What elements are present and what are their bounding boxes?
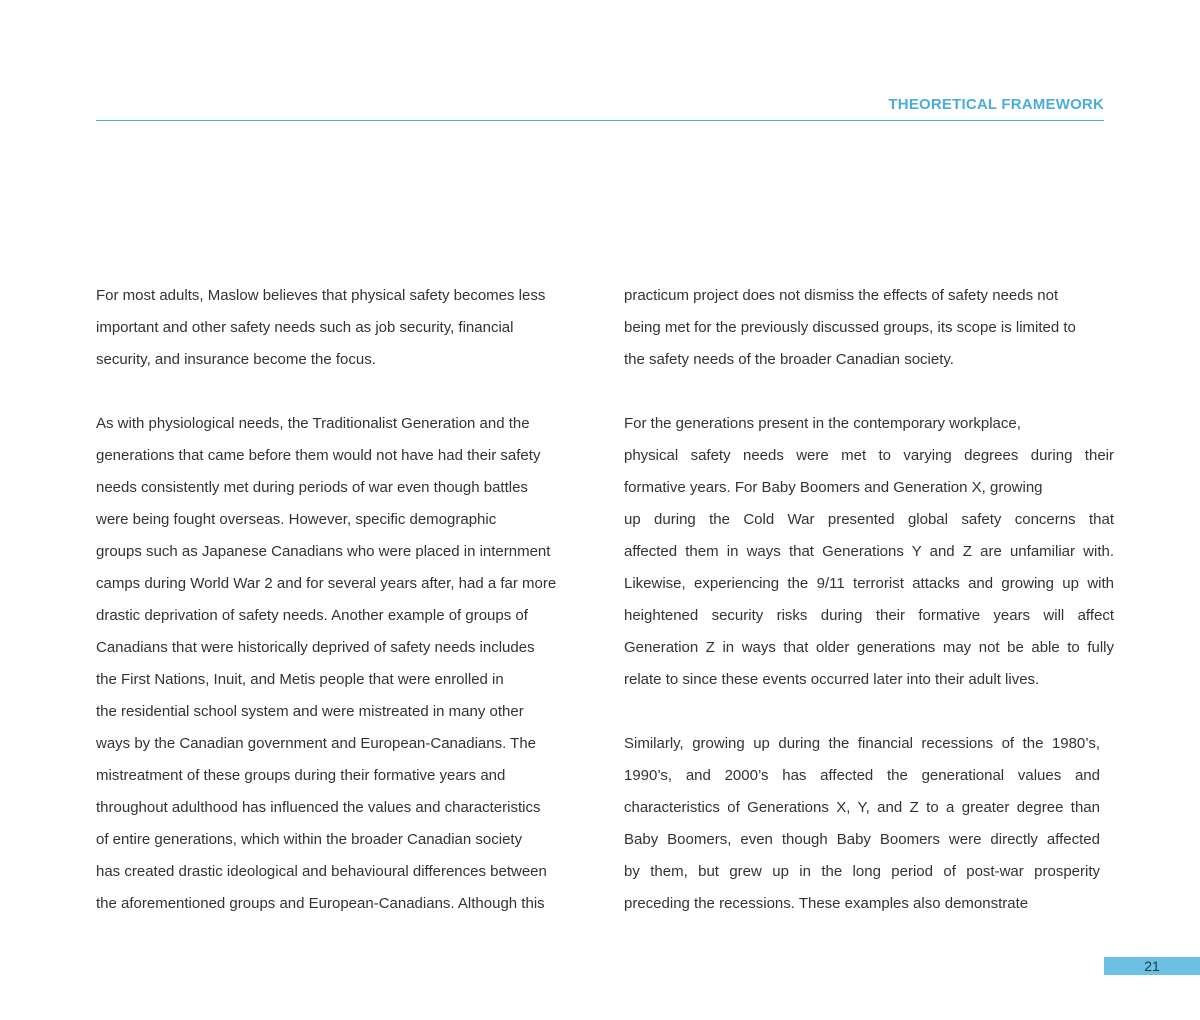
text-line: the aforementioned groups and European-Canadians. Although this [96, 895, 545, 912]
text-line: physical safety needs were met to varying degrees during their [624, 447, 1114, 464]
text-line: generations that came before them would not have had their safety [96, 447, 541, 464]
text-line: For most adults, Maslow believes that physical safety becomes less [96, 287, 546, 304]
text-line: Baby Boomers, even though Baby Boomers were directly affected [624, 831, 1100, 848]
running-header-title: THEORETICAL FRAMEWORK [888, 96, 1104, 113]
text-line: by them, but grew up in the long period of post-war prosperity [624, 863, 1100, 880]
text-line: the First Nations, Inuit, and Metis people that were enrolled in [96, 671, 504, 688]
text-line: For the generations present in the contemporary workplace, [624, 415, 1021, 432]
text-line: relate to since these events occurred later into their adult lives. [624, 671, 1040, 688]
text-line: camps during World War 2 and for several years after, had a far more [96, 575, 557, 592]
text-line: throughout adulthood has influenced the values and characteristics [96, 799, 541, 816]
text-line: affected them in ways that Generations Y and Z are unfamiliar with. [624, 543, 1114, 560]
paragraph [624, 280, 1114, 376]
paragraph-gap [624, 376, 1114, 408]
text-line: Canadians that were historically deprived of safety needs includes [96, 639, 535, 656]
paragraph [624, 728, 1100, 920]
text-line: Likewise, experiencing the 9/11 terrorist attacks and growing up with [624, 575, 1114, 592]
text-line: the safety needs of the broader Canadian society. [624, 351, 954, 368]
text-line: needs consistently met during periods of war even though battles [96, 479, 528, 496]
paragraph [624, 408, 1114, 696]
page-number: 21 [1104, 957, 1200, 975]
text-line: preceding the recessions. These examples also demonstrate [624, 895, 1029, 912]
text-line: drastic deprivation of safety needs. Another example of groups of [96, 607, 528, 624]
text-line: up during the Cold War presented global safety concerns that [624, 511, 1114, 528]
header-rule [96, 120, 1104, 121]
paragraph-gap [624, 696, 1114, 728]
text-line: Similarly, growing up during the financial recessions of the 1980’s, [624, 735, 1100, 752]
text-line: Generation Z in ways that older generations may not be able to fully [624, 639, 1114, 656]
text-line: were being fought overseas. However, specific demographic [96, 511, 497, 528]
paragraph [96, 280, 586, 376]
text-line: security, and insurance become the focus. [96, 351, 376, 368]
text-line: As with physiological needs, the Traditionalist Generation and the [96, 415, 530, 432]
text-line: characteristics of Generations X, Y, and Z to a greater degree than [624, 799, 1100, 816]
text-line: groups such as Japanese Canadians who were placed in internment [96, 543, 551, 560]
paragraph-gap [96, 376, 586, 408]
paragraph [96, 408, 586, 920]
text-line: has created drastic ideological and behavioural differences between [96, 863, 547, 880]
right-column [624, 280, 1114, 920]
text-line: practicum project does not dismiss the effects of safety needs not [624, 287, 1059, 304]
text-line: ways by the Canadian government and European-Canadians. The [96, 735, 537, 752]
text-line: important and other safety needs such as job security, financial [96, 319, 514, 336]
text-line: heightened security risks during their formative years will affect [624, 607, 1114, 624]
text-line: of entire generations, which within the broader Canadian society [96, 831, 523, 848]
text-line: formative years. For Baby Boomers and Generation X, growing [624, 479, 1043, 496]
text-line: 1990’s, and 2000’s has affected the generational values and [624, 767, 1100, 784]
text-line: mistreatment of these groups during their formative years and [96, 767, 506, 784]
text-line: being met for the previously discussed groups, its scope is limited to [624, 319, 1076, 336]
text-line: the residential school system and were mistreated in many other [96, 703, 524, 720]
left-column [96, 280, 586, 920]
